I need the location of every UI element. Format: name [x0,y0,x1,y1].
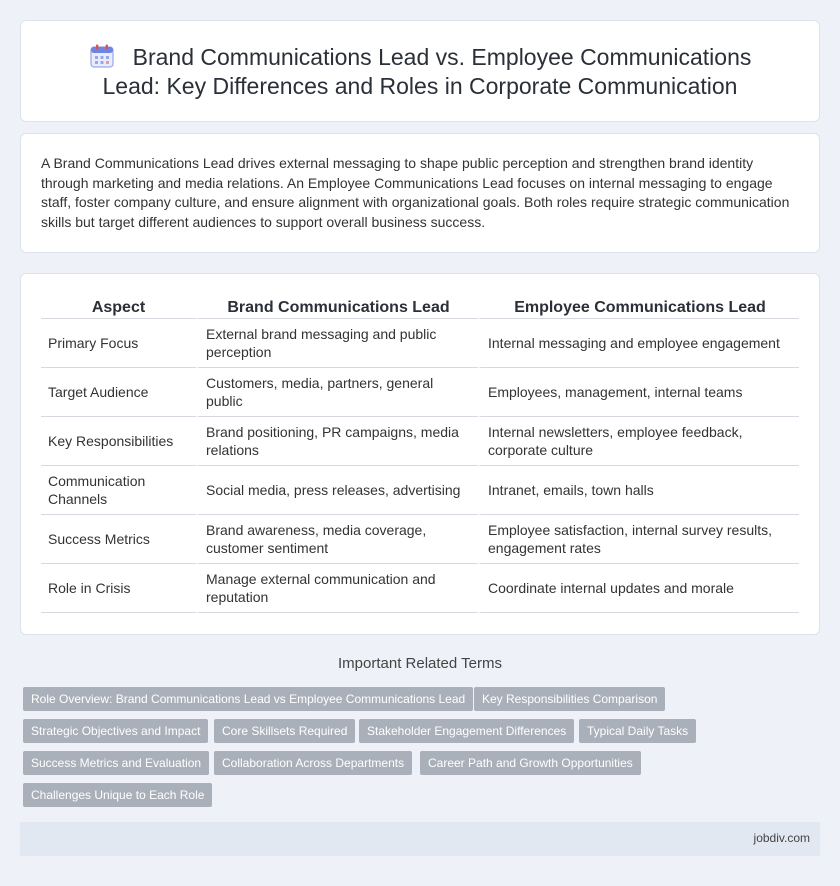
header-employee-lead: Employee Communications Lead [478,297,799,319]
header-brand-lead: Brand Communications Lead [196,297,478,319]
brand-cell: Brand positioning, PR campaigns, media relations [196,417,478,466]
table-row [41,417,799,466]
related-terms-title: Important Related Terms [338,655,502,672]
employee-cell: Employees, management, internal teams [478,368,799,417]
aspect-cell: Key Responsibilities [41,417,196,466]
table-header-row [41,297,799,319]
aspect-cell: Success Metrics [41,515,196,564]
employee-cell: Coordinate internal updates and morale [478,564,799,613]
related-term-tag[interactable]: Stakeholder Engagement Differences [359,719,574,743]
related-term-tag[interactable]: Career Path and Growth Opportunities [420,751,641,775]
related-term-tag[interactable]: Collaboration Across Departments [214,751,412,775]
aspect-cell: Primary Focus [41,319,196,368]
footer-site-link[interactable]: jobdiv.com [753,831,810,845]
page-title-wrap [61,43,779,101]
brand-cell: Customers, media, partners, general public [196,368,478,417]
related-term-tag[interactable]: Strategic Objectives and Impact [23,719,208,743]
table-row [41,564,799,613]
header-aspect: Aspect [41,297,196,319]
table-row [41,368,799,417]
calendar-icon [89,43,115,69]
brand-cell: Social media, press releases, advertising [196,466,478,515]
table-row [41,515,799,564]
employee-cell: Employee satisfaction, internal survey results, engagement rates [478,515,799,564]
aspect-cell: Role in Crisis [41,564,196,613]
aspect-cell: Target Audience [41,368,196,417]
table-row [41,466,799,515]
comparison-card [20,273,820,635]
page-title: Brand Communications Lead vs. Employee Communications Lead: Key Differences and Roles in Corporate Communication [102,44,752,99]
employee-cell: Internal messaging and employee engagement [478,319,799,368]
comparison-table [41,297,799,613]
related-term-tag[interactable]: Role Overview: Brand Communications Lead vs Employee Communications Lead [23,687,473,711]
table-row [41,319,799,368]
intro-card [20,133,820,253]
intro-paragraph: A Brand Communications Lead drives external messaging to shape public perception and strengthen brand identity through marketing and media relations. An Employee Communications Lead focuses on internal messaging to engage staff, foster company culture, and ensure alignment with organizational goals. Both roles require strategic communication skills but target different audiences to support overall business success. [41,155,790,230]
employee-cell: Internal newsletters, employee feedback, corporate culture [478,417,799,466]
related-term-tag[interactable]: Challenges Unique to Each Role [23,783,212,807]
brand-cell: Brand awareness, media coverage, customer sentiment [196,515,478,564]
related-term-tag[interactable]: Core Skillsets Required [214,719,355,743]
related-term-tag[interactable]: Typical Daily Tasks [579,719,696,743]
aspect-cell: Communication Channels [41,466,196,515]
brand-cell: Manage external communication and reputation [196,564,478,613]
employee-cell: Intranet, emails, town halls [478,466,799,515]
related-term-tag[interactable]: Success Metrics and Evaluation [23,751,209,775]
related-term-tag[interactable]: Key Responsibilities Comparison [474,687,665,711]
footer-bar [20,822,820,856]
title-card [20,20,820,122]
brand-cell: External brand messaging and public perception [196,319,478,368]
